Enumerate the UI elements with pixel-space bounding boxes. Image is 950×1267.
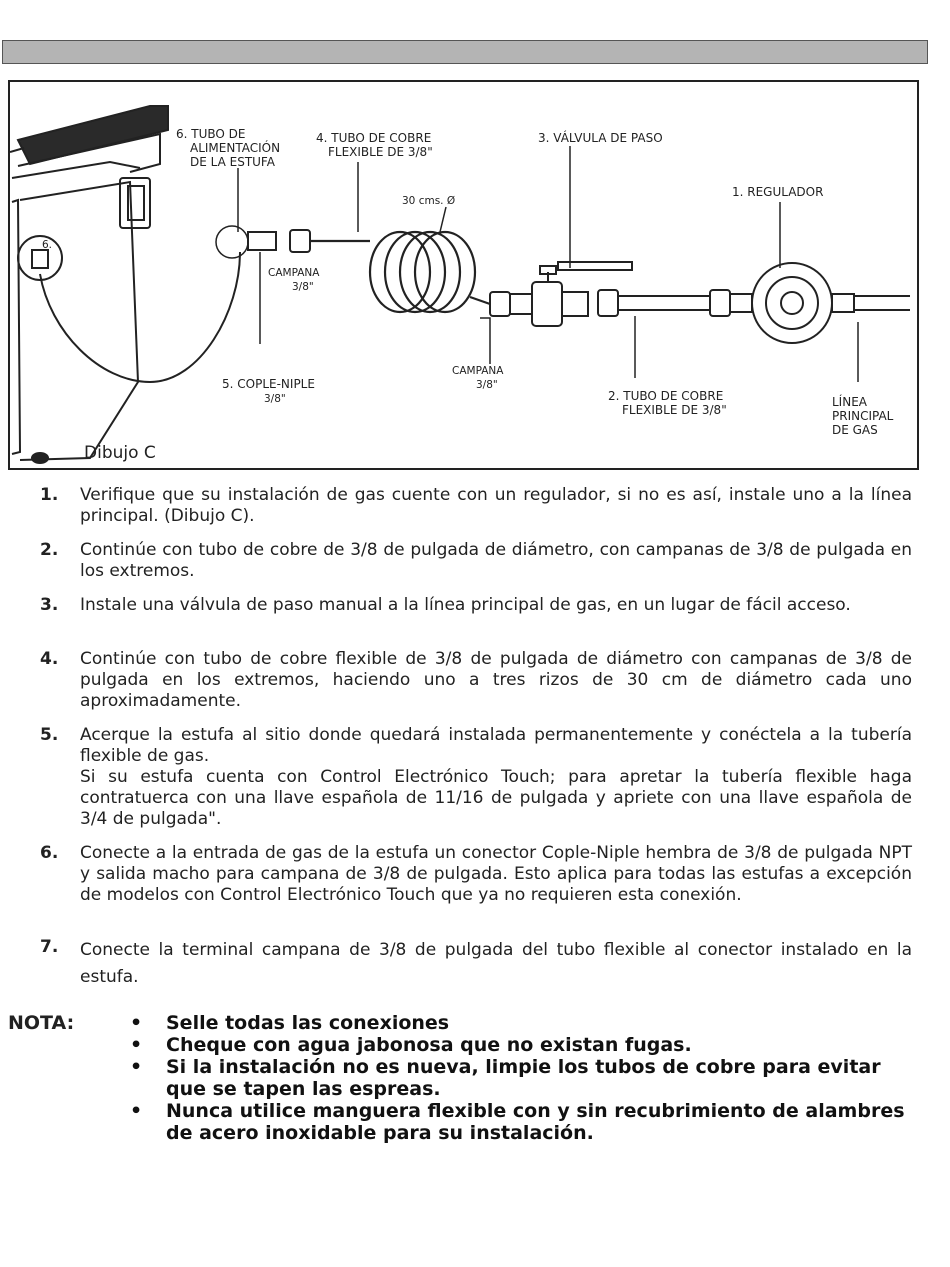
note-text: Selle todas las conexiones (166, 1012, 450, 1034)
step-item (40, 725, 912, 830)
step-item (40, 595, 851, 616)
note-item (130, 1056, 920, 1100)
stove-inlet-circle (216, 226, 248, 258)
campana-mid-fitting (490, 292, 510, 316)
installation-diagram (8, 80, 919, 470)
step-number: 3. (40, 595, 59, 615)
step-number: 1. (40, 485, 59, 505)
label-six-marker: 6. (42, 239, 53, 251)
bullet-icon: • (130, 1012, 143, 1034)
note-item (130, 1012, 920, 1034)
campana-left-fitting (290, 230, 310, 252)
label-campana-mid-2: 3/8" (476, 379, 498, 391)
leader-lines (238, 146, 858, 382)
step-item (40, 843, 912, 906)
note-text: Si la instalación no es nueva, limpie los tubos de cobre para evitar que se tapen las espreas. (166, 1056, 881, 1100)
step-number: 7. (40, 937, 59, 957)
step-text: Verifique que su instalación de gas cuente con un regulador, si no es así, instale uno a la línea principal. (Dibujo C). (80, 485, 912, 526)
diagram-caption: Dibujo C (84, 443, 156, 463)
label-stove-tube-2: ALIMENTACIÓN (190, 141, 281, 155)
step-text: Instale una válvula de paso manual a la línea principal de gas, en un lugar de fácil acceso. (80, 595, 851, 615)
label-copper-tube-1: 2. TUBO DE COBRE (608, 389, 724, 403)
label-regulator: 1. REGULADOR (732, 185, 824, 199)
step-text: Acerque la estufa al sitio donde quedará instalada permanentemente y conéctela a la tubería flexible de gas. (80, 725, 912, 766)
step-number: 2. (40, 540, 59, 560)
step-item (40, 485, 912, 527)
label-campana-mid-1: CAMPANA (452, 365, 504, 377)
step-number: 5. (40, 725, 59, 745)
stove-feed-tube (40, 252, 240, 382)
label-main-line-2: PRINCIPAL (832, 409, 894, 423)
step-number: 6. (40, 843, 59, 863)
step-text-continued: Si su estufa cuenta con Control Electrónico Touch; para apretar la tubería flexible haga contratuerca con una llave española de 11/16 de pulgada y apriete con una llave española de 3/4 de pulgada". (80, 767, 912, 829)
note-item (130, 1100, 920, 1144)
note-text: Nunca utilice manguera flexible con y sin recubrimiento de alambres de acero inoxidable para su instalación. (166, 1100, 905, 1144)
label-cople-1: 5. COPLE-NIPLE (222, 377, 315, 391)
flexible-coil-tube (310, 232, 490, 312)
label-flex-tube-top-1: 4. TUBO DE COBRE (316, 131, 432, 145)
label-valve: 3. VÁLVULA DE PASO (538, 131, 663, 145)
regulator (730, 263, 910, 343)
label-campana-left-2: 3/8" (292, 281, 314, 293)
step-text: Continúe con tubo de cobre de 3/8 de pulgada de diámetro, con campanas de 3/8 de pulgada en los extremos. (80, 540, 912, 581)
label-flex-tube-top-2: FLEXIBLE DE 3/8" (328, 145, 433, 159)
step-item (40, 649, 912, 712)
bullet-icon: • (130, 1056, 143, 1078)
header-bar (2, 40, 928, 64)
note-text: Cheque con agua jabonosa que no existan fugas. (166, 1034, 692, 1056)
label-campana-left-1: CAMPANA (268, 267, 320, 279)
diagram-drawing (10, 82, 917, 468)
label-diameter: 30 cms. Ø (402, 195, 456, 207)
bullet-icon: • (130, 1100, 143, 1122)
label-main-line-1: LÍNEA (832, 395, 867, 409)
label-copper-tube-2: FLEXIBLE DE 3/8" (622, 403, 727, 417)
label-stove-tube-1: 6. TUBO DE (176, 127, 246, 141)
label-stove-tube-3: DE LA ESTUFA (190, 155, 275, 169)
step-item (40, 540, 912, 582)
label-main-line-3: DE GAS (832, 423, 878, 437)
stove-illustration (10, 106, 168, 463)
note-list (130, 1012, 920, 1144)
step-text: Conecte la terminal campana de 3/8 de pulgada del tubo flexible al conector instalado en la estufa. (80, 940, 912, 987)
step-number: 4. (40, 649, 59, 669)
cople-niple-fitting (248, 232, 276, 250)
note-item (130, 1034, 920, 1056)
copper-tube-2 (598, 290, 730, 316)
label-cople-2: 3/8" (264, 393, 286, 405)
step-text: Continúe con tubo de cobre flexible de 3/8 de pulgada de diámetro con campanas de 3/8 de pulgada en los extremos, haciendo uno a tres rizos de 30 cm de diámetro cada uno aproximadamente. (80, 649, 912, 711)
note-label: NOTA: (8, 1012, 75, 1034)
bullet-icon: • (130, 1034, 143, 1056)
step-text: Conecte a la entrada de gas de la estufa un conector Cople-Niple hembra de 3/8 de pulgada NPT y salida macho para campana de 3/8 de pulgada. Esto aplica para todas las estufas a excepción de modelos con Control Electrónico Touch que ya no requieren esta conexión. (80, 843, 912, 905)
step-item (40, 937, 912, 991)
